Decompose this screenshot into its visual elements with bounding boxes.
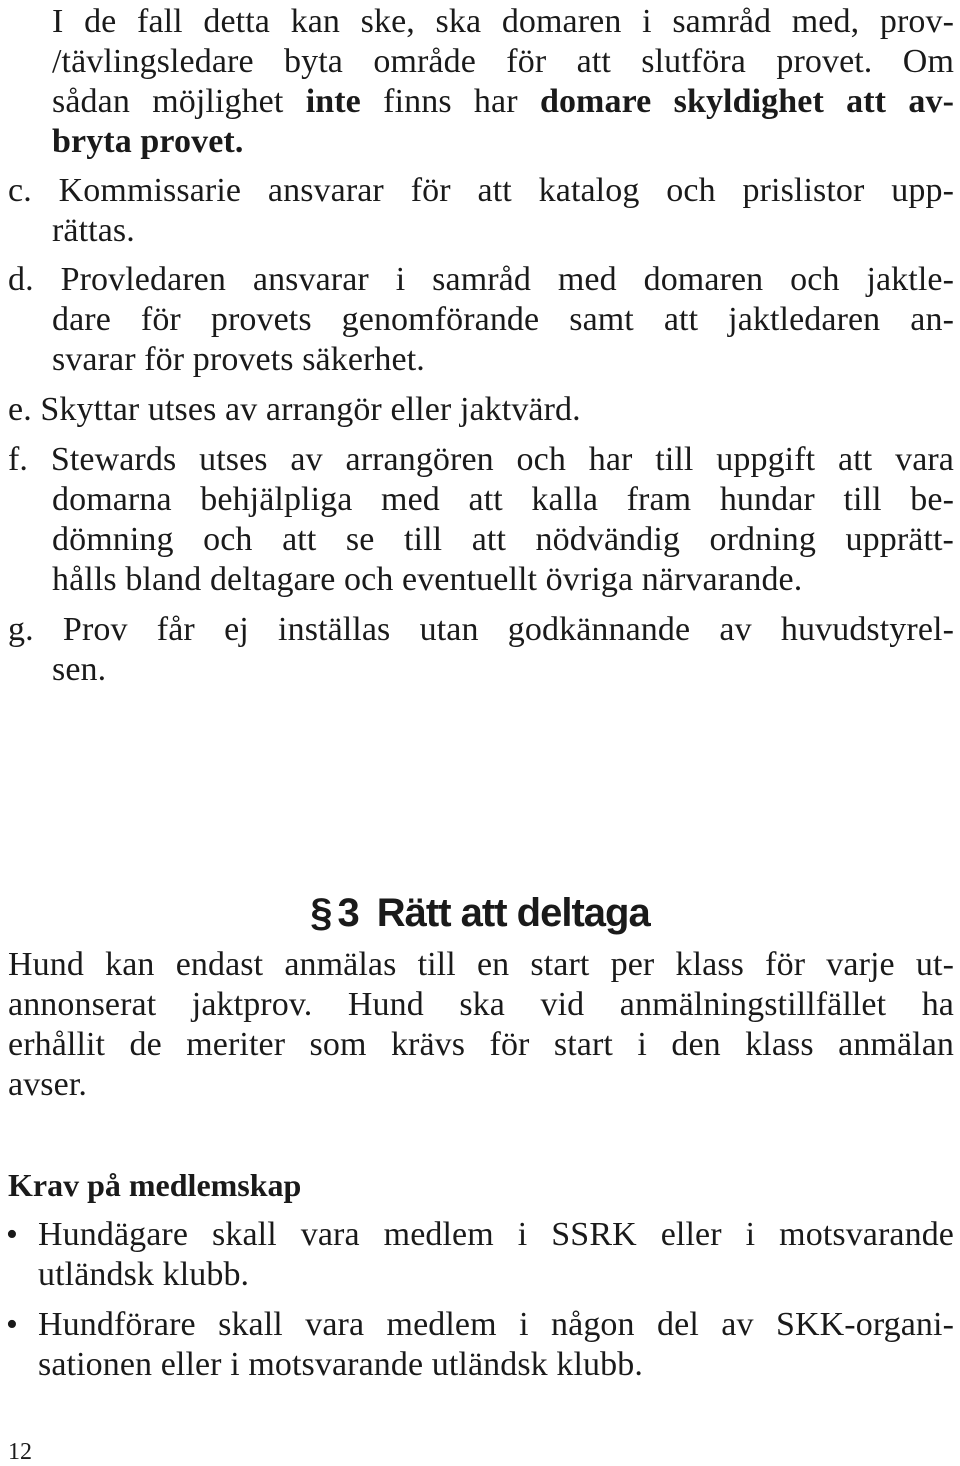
text-line: dömning och att se till att nödvändig ordning upprätt- [52, 521, 954, 558]
text-line: e. Skyttar utses av arrangör eller jaktvärd. [8, 391, 581, 428]
text-line: sationen eller i motsvarande utländsk klubb. [38, 1346, 643, 1383]
section-symbol: § [310, 891, 332, 935]
text-line: avser. [8, 1066, 87, 1103]
subheading: Krav på medlemskap [8, 1167, 302, 1203]
text-line: dare för provets genomförande samt att jaktledaren an- [52, 301, 954, 338]
bullet-icon: • [6, 1306, 18, 1343]
text-line: Hundägare skall vara medlem i SSRK eller i motsvarande [38, 1216, 954, 1253]
text-line: Hundförare skall vara medlem i någon del av SKK-organi- [38, 1306, 954, 1343]
bold-text: bryta provet. [52, 123, 244, 160]
text-line [52, 122, 243, 162]
text-line: hålls bland deltagare och eventuellt övriga närvarande. [52, 561, 803, 598]
text-line: g. Prov får ej inställas utan godkännande av huvudstyrel- [8, 611, 954, 648]
text-line: /tävlingsledare byta område för att slutföra provet. Om [52, 43, 954, 80]
text-line: Hund kan endast anmälas till en start per klass för varje ut- [8, 946, 954, 983]
text-line: sådan möjlighet inte finns har domare skyldighet att av- [52, 83, 955, 120]
bold-text: inte [305, 83, 361, 120]
text-line: svarar för provets säkerhet. [52, 341, 425, 378]
bold-text: domare skyldighet att av- [539, 83, 955, 120]
section-heading [0, 888, 960, 938]
text-line: I de fall detta kan ske, ska domaren i samråd med, prov- [52, 3, 954, 40]
text-line: d. Provledaren ansvarar i samråd med domaren och jaktle- [8, 261, 954, 298]
text-line: utländsk klubb. [38, 1256, 250, 1293]
text-line: sen. [52, 651, 107, 688]
text-line: c. Kommissarie ansvarar för att katalog och prislistor upp- [8, 172, 954, 209]
section-number: 3 [337, 891, 359, 935]
text-line: f. Stewards utses av arrangören och har till uppgift att vara [8, 441, 954, 478]
text-line: erhållit de meriter som krävs för start i den klass anmälan [8, 1026, 954, 1063]
text-line: rättas. [52, 212, 135, 249]
text-line: domarna behjälpliga med att kalla fram hundar till be- [52, 481, 954, 518]
text-line: annonserat jaktprov. Hund ska vid anmälningstillfället ha [8, 986, 954, 1023]
section-title: Rätt att deltaga [376, 891, 650, 935]
page-number: 12 [8, 1439, 32, 1465]
bullet-icon: • [6, 1216, 18, 1253]
